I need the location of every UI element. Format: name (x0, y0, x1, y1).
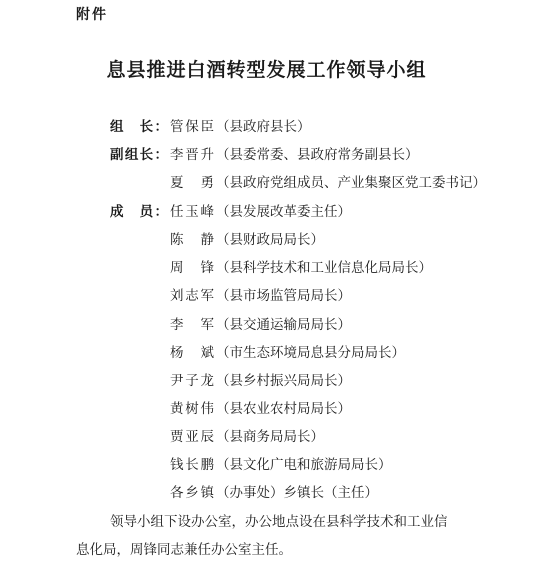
role-label-members: 成 员： (110, 204, 168, 220)
member-post: （县商务局局长） (216, 429, 324, 445)
member-name: 管保臣 (170, 119, 214, 135)
member-post: （办事处）乡镇长（主任） (216, 485, 378, 501)
member-post: （县科学技术和工业信息化局局长） (216, 260, 432, 276)
member-entry (170, 257, 432, 279)
member-entry (170, 342, 405, 364)
member-name: 周 锋 (170, 260, 214, 276)
member-entry (170, 398, 351, 420)
role-label-deputy: 副组长： (110, 147, 168, 163)
member-name: 李 军 (170, 317, 214, 333)
member-name: 贾亚辰 (170, 429, 214, 445)
member-entry (170, 482, 378, 504)
footer-paragraph-line-1: 领导小组下设办公室，办公地点设在县科学技术和工业信 (110, 514, 448, 530)
member-name: 夏 勇 (170, 175, 214, 191)
member-name: 任玉峰 (170, 204, 214, 220)
member-entry (170, 116, 311, 138)
member-name: 尹子龙 (170, 373, 214, 389)
document-title: 息县推进白酒转型发展工作领导小组 (106, 59, 427, 81)
member-post: （县市场监管局局长） (216, 288, 351, 304)
member-entry (170, 172, 486, 194)
member-name: 钱长鹏 (170, 457, 214, 473)
footer-paragraph-line-2: 息化局，周锋同志兼任办公室主任。 (76, 542, 292, 558)
member-post: （县乡村振兴局局长） (216, 373, 351, 389)
member-post: （县政府县长） (216, 119, 311, 135)
attachment-label: 附件 (76, 7, 108, 23)
member-entry (170, 229, 324, 251)
member-post: （县文化广电和旅游局局长） (216, 457, 392, 473)
member-entry (170, 285, 351, 307)
member-name: 刘志军 (170, 288, 214, 304)
member-post: （县发展改革委主任） (216, 204, 351, 220)
member-post: （县交通运输局局长） (216, 317, 351, 333)
member-name: 杨 斌 (170, 345, 214, 361)
member-post: （县政府党组成员、产业集聚区党工委书记） (216, 175, 486, 191)
member-post: （市生态环境局息县分局局长） (216, 345, 405, 361)
role-label-leader: 组 长： (110, 119, 168, 135)
member-post: （县财政局局长） (216, 232, 324, 248)
member-entry (170, 454, 392, 476)
member-name: 李晋升 (170, 147, 214, 163)
member-entry (170, 426, 324, 448)
member-post: （县委常委、县政府常务副县长） (216, 147, 419, 163)
member-entry (170, 144, 419, 166)
member-name: 陈 静 (170, 232, 214, 248)
member-entry (170, 201, 351, 223)
member-name: 黄树伟 (170, 401, 214, 417)
member-name: 各乡镇 (170, 485, 214, 501)
member-entry (170, 370, 351, 392)
member-entry (170, 314, 351, 336)
member-post: （县农业农村局局长） (216, 401, 351, 417)
